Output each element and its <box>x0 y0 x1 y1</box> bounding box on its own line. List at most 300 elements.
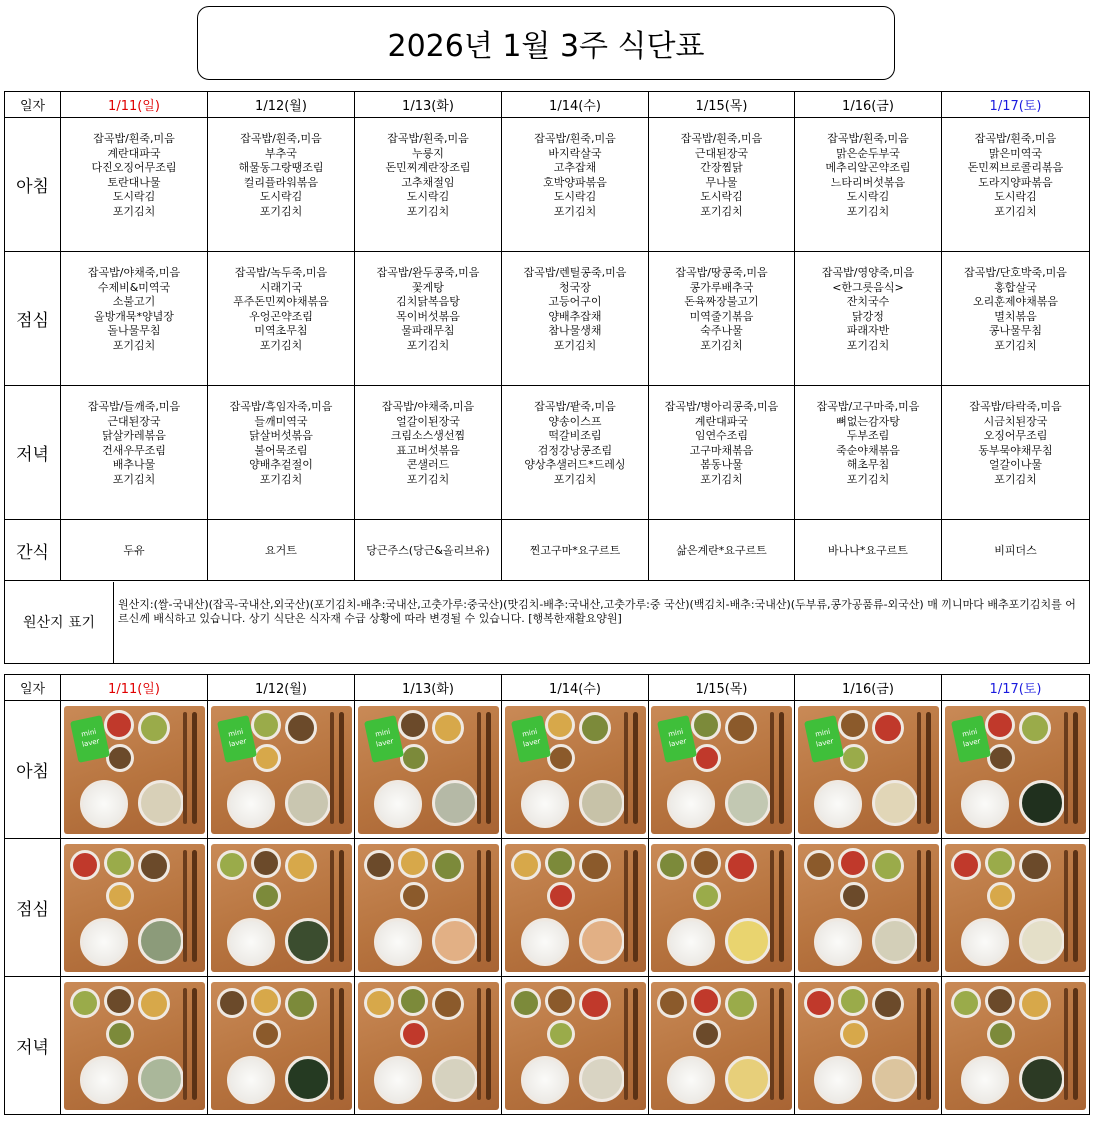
meal-tray-image <box>64 982 205 1110</box>
chopsticks <box>917 712 921 824</box>
side-dish <box>432 850 464 882</box>
soup-bowl <box>285 918 331 964</box>
menu-cell <box>649 386 795 520</box>
meal-photo <box>61 977 208 1115</box>
side-dish <box>106 882 134 910</box>
soup-bowl <box>432 780 478 826</box>
spoon <box>192 850 197 962</box>
side-dish <box>838 710 868 740</box>
menu-item: 배추나물 <box>112 458 156 472</box>
menu-cell <box>795 118 942 252</box>
side-dish <box>285 850 317 882</box>
meal-tray-image <box>945 706 1086 834</box>
rice-bowl <box>521 780 569 828</box>
menu-item: 포기김치 <box>406 338 450 352</box>
menu-item: 시래기국 <box>259 280 303 294</box>
menu-item: 멸치볶음 <box>994 309 1037 323</box>
menu-item: 포기김치 <box>553 338 597 352</box>
menu-item: 포기김치 <box>846 204 890 218</box>
menu-item: 계란대파국 <box>107 146 161 160</box>
meal-photo <box>649 977 795 1115</box>
meal-tray-image <box>945 844 1086 972</box>
side-dish <box>545 710 575 740</box>
meal-photo <box>942 701 1090 839</box>
menu-item: 올방개묵*양념장 <box>94 309 174 323</box>
spoon <box>486 712 491 824</box>
menu-item: 양상추샐러드*드레싱 <box>524 458 626 472</box>
menu-item: 오리훈제야채볶음 <box>972 295 1058 309</box>
rice-bowl <box>80 918 128 966</box>
menu-item: 근대된장국 <box>107 414 161 428</box>
side-dish <box>400 744 428 772</box>
menu-item: 도시락김 <box>112 190 156 204</box>
menu-item: 양송이스프 <box>548 414 602 428</box>
menu-cell <box>61 118 208 252</box>
menu-item: 포기김치 <box>112 472 156 486</box>
meal-photo <box>649 839 795 977</box>
menu-item: 목이버섯볶음 <box>396 309 460 323</box>
soup-bowl <box>1019 918 1065 964</box>
soup-bowl <box>138 1056 184 1102</box>
day-header: 1/15(목) <box>649 675 795 701</box>
menu-item: 검정강낭콩조림 <box>537 443 613 457</box>
side-dish <box>657 850 687 880</box>
menu-item: 시금치된장국 <box>983 414 1048 428</box>
menu-cell <box>942 252 1090 386</box>
rice-bowl <box>667 918 715 966</box>
breakfast-row <box>5 118 1090 252</box>
meal-photo <box>942 977 1090 1115</box>
page-title: 2026년 1월 3주 식단표 <box>197 6 895 80</box>
menu-item: 포기김치 <box>700 338 743 352</box>
chopsticks <box>624 988 628 1100</box>
soup-bowl <box>579 918 625 964</box>
spoon <box>926 850 931 962</box>
side-dish <box>1019 988 1051 1020</box>
soup-bowl <box>872 1056 918 1102</box>
menu-item: 닭강정 <box>852 309 884 323</box>
side-dish <box>838 848 868 878</box>
meal-tray-image <box>211 982 352 1110</box>
menu-item: 푸주돈민찌야채볶음 <box>233 295 329 309</box>
side-dish <box>872 712 904 744</box>
spoon <box>486 988 491 1100</box>
side-dish <box>1019 850 1051 882</box>
soup-bowl <box>872 918 918 964</box>
soup-bowl <box>725 918 771 964</box>
photo-row-label: 저녁 <box>5 977 61 1115</box>
menu-item: 포기김치 <box>259 472 303 486</box>
side-dish <box>511 988 541 1018</box>
photo-row-label: 점심 <box>5 839 61 977</box>
menu-item: 포기김치 <box>994 204 1037 218</box>
menu-item: 잡곡밥/녹두죽,미음 <box>234 266 328 279</box>
menu-item: 도시락김 <box>994 190 1037 204</box>
meal-tray-image <box>505 706 646 834</box>
menu-item: 도시락김 <box>700 190 743 204</box>
menu-cell <box>942 118 1090 252</box>
chopsticks <box>624 712 628 824</box>
day-header: 1/17(토) <box>942 92 1090 118</box>
side-dish <box>104 986 134 1016</box>
chopsticks <box>330 850 334 962</box>
menu-item: 뼈없는감자탕 <box>836 414 900 428</box>
menu-item: 도시락김 <box>553 190 597 204</box>
soup-bowl <box>579 1056 625 1102</box>
menu-item: 포기김치 <box>406 204 450 218</box>
chopsticks <box>917 988 921 1100</box>
spoon <box>339 712 344 824</box>
side-dish <box>725 988 757 1020</box>
side-dish <box>838 986 868 1016</box>
menu-item: 죽순야채볶음 <box>836 443 900 457</box>
rice-bowl <box>961 918 1009 966</box>
meal-tray-image <box>651 982 792 1110</box>
meal-tray-image <box>211 844 352 972</box>
menu-item: 잡곡밥/영양죽,미음 <box>821 266 915 279</box>
side-dish <box>840 1020 868 1048</box>
menu-item: 양배추잡채 <box>548 309 602 323</box>
laver-pack: mini laver <box>69 715 109 763</box>
meal-photo <box>61 839 208 977</box>
side-dish <box>364 850 394 880</box>
menu-item: 홍합살국 <box>994 280 1037 294</box>
rice-bowl <box>374 780 422 828</box>
rice-bowl <box>374 918 422 966</box>
rice-bowl <box>667 1056 715 1104</box>
meal-tray-image <box>211 706 352 834</box>
menu-item: 고추잡채 <box>553 161 597 175</box>
menu-item: 잡곡밥/땅콩죽,미음 <box>675 266 768 279</box>
meal-photo <box>795 701 942 839</box>
meal-photo <box>355 839 502 977</box>
meal-tray-image <box>358 982 499 1110</box>
menu-item: 잡곡밥/흰죽,미음 <box>680 132 763 145</box>
snack-cell: 요거트 <box>208 520 355 581</box>
menu-item: 김치닭복음탕 <box>396 295 460 309</box>
menu-item: 도시락김 <box>846 190 890 204</box>
day-header: 1/11(일) <box>61 675 208 701</box>
photo-row-lunch <box>5 839 1090 977</box>
menu-cell <box>942 386 1090 520</box>
side-dish <box>432 988 464 1020</box>
date-header-label: 일자 <box>5 92 61 118</box>
side-dish <box>987 882 1015 910</box>
menu-item: 포기김치 <box>994 472 1037 486</box>
menu-item: 맑은순두부국 <box>836 146 900 160</box>
menu-item: 해물동그랑땡조림 <box>238 161 324 175</box>
rice-bowl <box>961 780 1009 828</box>
menu-item: 간장찜닭 <box>700 161 743 175</box>
side-dish <box>138 988 170 1020</box>
spoon <box>339 988 344 1100</box>
menu-item: 잡곡밥/흰죽,미음 <box>534 132 616 145</box>
side-dish <box>138 712 170 744</box>
menu-item: 콘샐러드 <box>406 458 450 472</box>
menu-cell <box>208 386 355 520</box>
snack-cell: 비피더스 <box>942 520 1090 581</box>
side-dish <box>872 850 904 882</box>
side-dish <box>657 988 687 1018</box>
chopsticks <box>770 850 774 962</box>
menu-item: 고등어구이 <box>548 295 602 309</box>
photo-row-breakfast <box>5 701 1090 839</box>
side-dish <box>364 988 394 1018</box>
meal-photo <box>649 701 795 839</box>
chopsticks <box>477 712 481 824</box>
chopsticks <box>917 850 921 962</box>
side-dish <box>138 850 170 882</box>
side-dish <box>691 710 721 740</box>
menu-item: 동부묵야채무침 <box>978 443 1053 457</box>
laver-pack: mini laver <box>510 715 550 763</box>
side-dish <box>693 744 721 772</box>
menu-item: 포기김치 <box>406 472 450 486</box>
photo-date-header-row <box>5 675 1090 701</box>
menu-item: 포기김치 <box>700 204 743 218</box>
menu-item: 잡곡밥/들깨죽,미음 <box>87 400 181 413</box>
menu-item: 포기김치 <box>553 204 597 218</box>
meal-tray-image <box>358 844 499 972</box>
menu-cell <box>502 386 649 520</box>
chopsticks <box>183 988 187 1100</box>
chopsticks <box>183 712 187 824</box>
side-dish <box>217 988 247 1018</box>
meal-tray-image <box>64 844 205 972</box>
side-dish <box>432 712 464 744</box>
side-dish <box>398 848 428 878</box>
menu-item: 미역초무침 <box>254 324 308 338</box>
side-dish <box>693 1020 721 1048</box>
menu-item: 잔치국수 <box>846 295 890 309</box>
menu-item: 오징어무조림 <box>983 429 1048 443</box>
chopsticks <box>330 988 334 1100</box>
spoon <box>192 712 197 824</box>
side-dish <box>840 744 868 772</box>
soup-bowl <box>579 780 625 826</box>
menu-item: 잡곡밥/야채죽,미음 <box>87 266 181 279</box>
snack-cell: 두유 <box>61 520 208 581</box>
menu-item: 포기김치 <box>553 472 597 486</box>
side-dish <box>545 986 575 1016</box>
side-dish <box>70 988 100 1018</box>
snack-label: 간식 <box>5 520 61 581</box>
menu-item: 콩가루배추국 <box>689 280 754 294</box>
menu-item: 물파래무침 <box>401 324 455 338</box>
snack-cell: 삶은계란*요구르트 <box>649 520 795 581</box>
menu-item: 누룽지 <box>412 146 444 160</box>
menu-item: 잡곡밥/타락죽,미음 <box>969 400 1062 413</box>
rice-bowl <box>521 1056 569 1104</box>
menu-item: 봄동나물 <box>700 458 743 472</box>
meal-photo <box>208 977 355 1115</box>
side-dish <box>985 710 1015 740</box>
side-dish <box>398 710 428 740</box>
side-dish <box>251 986 281 1016</box>
rice-bowl <box>80 1056 128 1104</box>
laver-pack: mini laver <box>363 715 403 763</box>
menu-item: 다진오징어무조림 <box>91 161 177 175</box>
side-dish <box>804 988 834 1018</box>
menu-item: 잡곡밥/흰죽,미음 <box>974 132 1057 145</box>
menu-cell <box>502 252 649 386</box>
chopsticks <box>1064 712 1068 824</box>
menu-item: 얼갈이나물 <box>988 458 1043 472</box>
side-dish <box>251 710 281 740</box>
lunch-row <box>5 252 1090 386</box>
origin-text: 원산지:(쌀-국내산)(잡곡-국내산,외국산)(포기김치-배추:국내산,고춧가루:중국산)(맛김치-배추:국내산,고춧가루:중 국산)(백김치-배추:국내산)(두부류,콩가공품류-외국산) 매 끼니마다 배추포기김치를 어르신께 배식하고 있습니다. 상기 식단은 식자재 수급 상황에 따라 변경될 수 있습니다. [행복한재활요양원] <box>118 597 1076 625</box>
meal-tray-image <box>358 706 499 834</box>
chopsticks <box>477 988 481 1100</box>
laver-pack: mini laver <box>951 715 991 763</box>
menu-item: 해초무침 <box>846 458 890 472</box>
chopsticks <box>477 850 481 962</box>
side-dish <box>106 744 134 772</box>
day-header: 1/12(월) <box>208 92 355 118</box>
menu-item: 임연수조림 <box>694 429 749 443</box>
menu-item: 두부조림 <box>846 429 890 443</box>
menu-item: 컬리플라워볶음 <box>243 175 319 189</box>
rice-bowl <box>521 918 569 966</box>
menu-item: 근대된장국 <box>694 146 749 160</box>
menu-item: 포기김치 <box>259 338 303 352</box>
side-dish <box>547 1020 575 1048</box>
chopsticks <box>183 850 187 962</box>
menu-item: 도시락김 <box>259 190 303 204</box>
menu-item: 돈민찌브로콜리볶음 <box>967 161 1064 175</box>
menu-item: 숙주나물 <box>700 324 743 338</box>
meal-photo <box>795 839 942 977</box>
dinner-label: 저녁 <box>5 386 61 520</box>
menu-item: 청국장 <box>559 280 591 294</box>
side-dish <box>1019 712 1051 744</box>
menu-item: 고추채절임 <box>401 175 455 189</box>
day-header: 1/14(수) <box>502 92 649 118</box>
soup-bowl <box>1019 1056 1065 1102</box>
menu-item: 잡곡밥/흰죽,미음 <box>240 132 322 145</box>
menu-item: 돈육짜장불고기 <box>684 295 759 309</box>
menu-item: 표고버섯볶음 <box>396 443 460 457</box>
side-dish <box>804 850 834 880</box>
menu-item: 포기김치 <box>700 472 743 486</box>
menu-item: 참나물생채 <box>548 324 602 338</box>
rice-bowl <box>80 780 128 828</box>
meal-tray-image <box>798 844 939 972</box>
day-header: 1/13(화) <box>355 675 502 701</box>
menu-item: 토란대나물 <box>107 175 161 189</box>
laver-pack: mini laver <box>216 715 256 763</box>
meal-tray-image <box>651 706 792 834</box>
spoon <box>486 850 491 962</box>
soup-bowl <box>285 780 331 826</box>
menu-item: 맑은미역국 <box>988 146 1043 160</box>
menu-cell <box>795 252 942 386</box>
spoon <box>339 850 344 962</box>
soup-bowl <box>725 780 771 826</box>
menu-item: 잡곡밥/팥죽,미음 <box>534 400 616 413</box>
snack-cell: 찐고구마*요구르트 <box>502 520 649 581</box>
day-header: 1/16(금) <box>795 675 942 701</box>
side-dish <box>579 712 611 744</box>
soup-bowl <box>138 780 184 826</box>
chopsticks <box>624 850 628 962</box>
meal-photo <box>502 977 649 1115</box>
menu-item: 우엉곤약조림 <box>249 309 313 323</box>
menu-item: <한그릇음식> <box>832 280 904 294</box>
menu-item: 콩나물무침 <box>988 324 1043 338</box>
snack-cell: 바나나*요구르트 <box>795 520 942 581</box>
rice-bowl <box>227 1056 275 1104</box>
meal-tray-image <box>64 706 205 834</box>
side-dish <box>872 988 904 1020</box>
laver-pack: mini laver <box>803 715 843 763</box>
side-dish <box>217 850 247 880</box>
day-header: 1/15(목) <box>649 92 795 118</box>
menu-item: 느타리버섯볶음 <box>830 175 906 189</box>
menu-item: 호박양파볶음 <box>543 175 607 189</box>
dinner-row <box>5 386 1090 520</box>
snack-cell: 당근주스(당근&올리브유) <box>355 520 502 581</box>
menu-item: 포기김치 <box>112 204 156 218</box>
rice-bowl <box>227 918 275 966</box>
date-header-label: 일자 <box>5 675 61 701</box>
spoon <box>1073 988 1078 1100</box>
menu-item: 포기김치 <box>112 338 156 352</box>
side-dish <box>693 882 721 910</box>
chopsticks <box>770 712 774 824</box>
side-dish <box>951 850 981 880</box>
side-dish <box>840 882 868 910</box>
menu-item: 포기김치 <box>994 338 1037 352</box>
rice-bowl <box>227 780 275 828</box>
menu-item: 도시락김 <box>406 190 450 204</box>
menu-item: 계란대파국 <box>694 414 749 428</box>
meal-photo <box>795 977 942 1115</box>
breakfast-label: 아침 <box>5 118 61 252</box>
side-dish <box>547 882 575 910</box>
side-dish <box>547 744 575 772</box>
chopsticks <box>330 712 334 824</box>
menu-item: 잡곡밥/흑임자죽,미음 <box>229 400 333 413</box>
menu-item: 메추리알곤약조림 <box>825 161 911 175</box>
meal-tray-image <box>945 982 1086 1110</box>
menu-item: 꽃게탕 <box>412 280 444 294</box>
spoon <box>633 712 638 824</box>
side-dish <box>987 744 1015 772</box>
menu-item: 돌나물무침 <box>107 324 161 338</box>
menu-item: 고구마채볶음 <box>689 443 754 457</box>
menu-item: 잡곡밥/완두콩죽,미음 <box>376 266 480 279</box>
spoon <box>926 988 931 1100</box>
side-dish <box>985 848 1015 878</box>
menu-item: 크림소스생선찜 <box>390 429 466 443</box>
side-dish <box>691 848 721 878</box>
menu-cell <box>355 118 502 252</box>
spoon <box>633 988 638 1100</box>
menu-item: 돈민찌계란장조림 <box>385 161 471 175</box>
side-dish <box>985 986 1015 1016</box>
lunch-label: 점심 <box>5 252 61 386</box>
spoon <box>1073 712 1078 824</box>
side-dish <box>253 1020 281 1048</box>
meal-photo <box>355 977 502 1115</box>
meal-tray-image <box>798 706 939 834</box>
side-dish <box>70 850 100 880</box>
menu-item: 잡곡밥/단호박죽,미음 <box>964 266 1067 279</box>
menu-item: 잡곡밥/병아리콩죽,미음 <box>664 400 779 413</box>
side-dish <box>253 744 281 772</box>
side-dish <box>400 882 428 910</box>
